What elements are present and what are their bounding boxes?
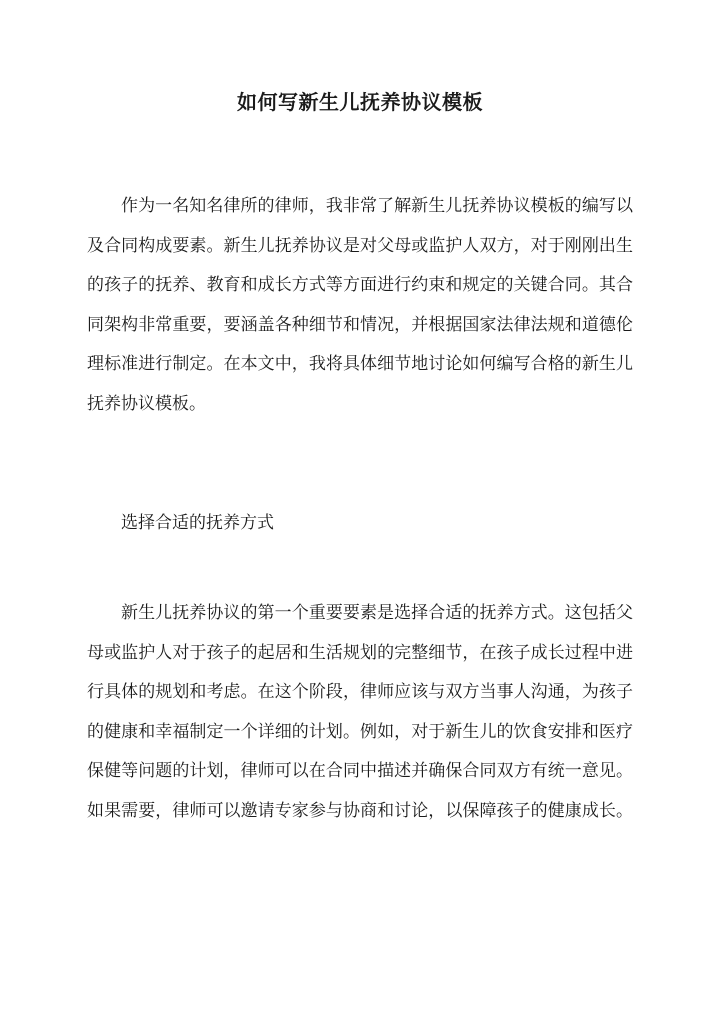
intro-paragraph — [87, 186, 633, 424]
document-title: 如何写新生儿抚养协议模板 — [237, 92, 483, 114]
paragraph-line: 保健等问题的计划，律师可以在合同中描述并确保合同双方有统一意见。 — [87, 761, 633, 781]
paragraph-line: 同架构非常重要，要涵盖各种细节和情况，并根据国家法律法规和道德伦 — [87, 314, 633, 334]
paragraph-line: 母或监护人对于孩子的起居和生活规划的完整细节，在孩子成长过程中进 — [87, 642, 633, 662]
paragraph-line: 的健康和幸福制定一个详细的计划。例如，对于新生儿的饮食安排和医疗 — [87, 721, 633, 741]
paragraph-line: 抚养协议模板。 — [87, 393, 206, 413]
paragraph-line: 新生儿抚养协议的第一个重要要素是选择合适的抚养方式。这包括父 — [121, 603, 633, 622]
paragraph-line: 如果需要，律师可以邀请专家参与协商和讨论，以保障孩子的健康成长。 — [87, 800, 633, 820]
paragraph-line: 作为一名知名律所的律师，我非常了解新生儿抚养协议模板的编写以 — [121, 196, 633, 215]
section-paragraph — [87, 593, 633, 831]
paragraph-line: 的孩子的抚养、教育和成长方式等方面进行约束和规定的关键合同。其合 — [87, 275, 633, 295]
section-heading: 选择合适的抚养方式 — [121, 513, 274, 532]
paragraph-line: 理标准进行制定。在本文中，我将具体细节地讨论如何编写合格的新生儿 — [87, 354, 633, 374]
paragraph-line: 及合同构成要素。新生儿抚养协议是对父母或监护人双方，对于刚刚出生 — [87, 235, 633, 255]
paragraph-line: 行具体的规划和考虑。在这个阶段，律师应该与双方当事人沟通，为孩子 — [87, 682, 633, 702]
